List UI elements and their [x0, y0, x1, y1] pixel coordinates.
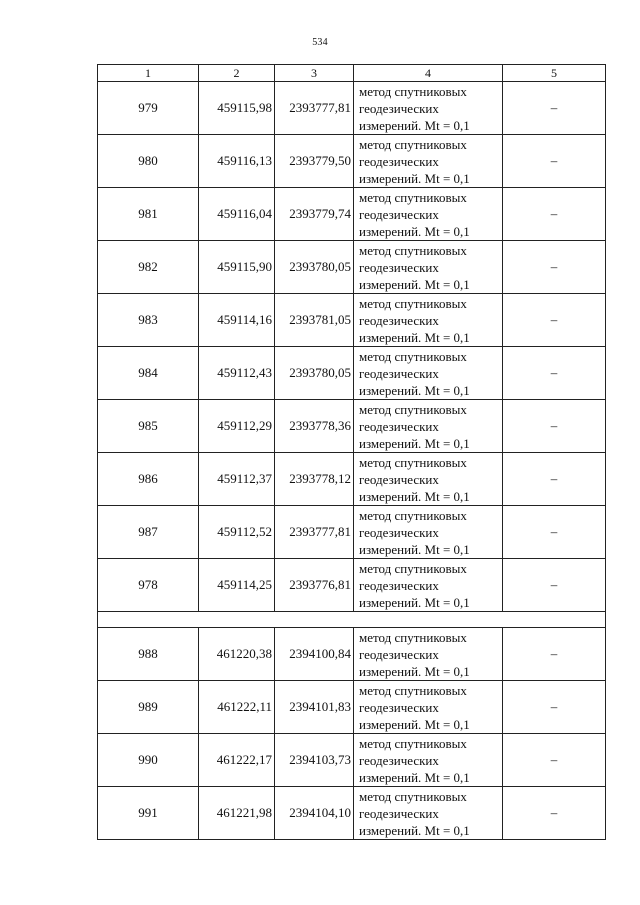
x-coordinate-cell: 461222,11: [199, 681, 275, 734]
point-number-cell: 978: [98, 559, 199, 612]
y-coordinate-cell: 2393780,05: [275, 241, 354, 294]
x-coordinate-cell: 459112,37: [199, 453, 275, 506]
column-header: 4: [354, 65, 503, 82]
method-cell: метод спутниковых геодезических измерений. Mt = 0,1: [354, 188, 503, 241]
note-cell: –: [503, 82, 606, 135]
section-divider-cell: [98, 612, 606, 628]
y-coordinate-cell: 2393776,81: [275, 559, 354, 612]
method-cell: метод спутниковых геодезических измерений. Mt = 0,1: [354, 628, 503, 681]
method-cell: метод спутниковых геодезических измерений. Mt = 0,1: [354, 453, 503, 506]
table-row: [98, 787, 606, 840]
x-coordinate-cell: 459115,98: [199, 82, 275, 135]
table-row: [98, 188, 606, 241]
x-coordinate-cell: 461222,17: [199, 734, 275, 787]
point-number-cell: 986: [98, 453, 199, 506]
note-cell: –: [503, 453, 606, 506]
note-cell: –: [503, 188, 606, 241]
point-number-cell: 989: [98, 681, 199, 734]
x-coordinate-cell: 459114,16: [199, 294, 275, 347]
y-coordinate-cell: 2393778,36: [275, 400, 354, 453]
note-cell: –: [503, 294, 606, 347]
note-cell: –: [503, 347, 606, 400]
y-coordinate-cell: 2393777,81: [275, 506, 354, 559]
note-cell: –: [503, 628, 606, 681]
y-coordinate-cell: 2394101,83: [275, 681, 354, 734]
method-cell: метод спутниковых геодезических измерений. Mt = 0,1: [354, 734, 503, 787]
x-coordinate-cell: 461220,38: [199, 628, 275, 681]
method-cell: метод спутниковых геодезических измерений. Mt = 0,1: [354, 82, 503, 135]
page-number: 534: [312, 37, 328, 48]
point-number-cell: 991: [98, 787, 199, 840]
note-cell: –: [503, 400, 606, 453]
column-header: 1: [98, 65, 199, 82]
point-number-cell: 983: [98, 294, 199, 347]
note-cell: –: [503, 787, 606, 840]
header-row: [98, 65, 606, 82]
y-coordinate-cell: 2393777,81: [275, 82, 354, 135]
y-coordinate-cell: 2394100,84: [275, 628, 354, 681]
table-row: [98, 135, 606, 188]
x-coordinate-cell: 459112,52: [199, 506, 275, 559]
method-cell: метод спутниковых геодезических измерений. Mt = 0,1: [354, 787, 503, 840]
point-number-cell: 979: [98, 82, 199, 135]
point-number-cell: 980: [98, 135, 199, 188]
section-divider-row: [98, 612, 606, 628]
x-coordinate-cell: 459115,90: [199, 241, 275, 294]
method-cell: метод спутниковых геодезических измерений. Mt = 0,1: [354, 294, 503, 347]
table-row: [98, 559, 606, 612]
note-cell: –: [503, 559, 606, 612]
column-header: 3: [275, 65, 354, 82]
y-coordinate-cell: 2393780,05: [275, 347, 354, 400]
y-coordinate-cell: 2393781,05: [275, 294, 354, 347]
column-header: 5: [503, 65, 606, 82]
point-number-cell: 988: [98, 628, 199, 681]
note-cell: –: [503, 241, 606, 294]
point-number-cell: 982: [98, 241, 199, 294]
coordinates-table: [97, 64, 606, 840]
x-coordinate-cell: 459116,04: [199, 188, 275, 241]
table-row: [98, 294, 606, 347]
method-cell: метод спутниковых геодезических измерений. Mt = 0,1: [354, 506, 503, 559]
table-row: [98, 82, 606, 135]
table-row: [98, 734, 606, 787]
y-coordinate-cell: 2394104,10: [275, 787, 354, 840]
table-row: [98, 681, 606, 734]
method-cell: метод спутниковых геодезических измерений. Mt = 0,1: [354, 559, 503, 612]
x-coordinate-cell: 459112,43: [199, 347, 275, 400]
point-number-cell: 984: [98, 347, 199, 400]
point-number-cell: 985: [98, 400, 199, 453]
x-coordinate-cell: 459114,25: [199, 559, 275, 612]
note-cell: –: [503, 506, 606, 559]
table-row: [98, 241, 606, 294]
table-row: [98, 453, 606, 506]
y-coordinate-cell: 2393778,12: [275, 453, 354, 506]
column-header: 2: [199, 65, 275, 82]
method-cell: метод спутниковых геодезических измерений. Mt = 0,1: [354, 135, 503, 188]
point-number-cell: 990: [98, 734, 199, 787]
y-coordinate-cell: 2394103,73: [275, 734, 354, 787]
x-coordinate-cell: 461221,98: [199, 787, 275, 840]
table-row: [98, 506, 606, 559]
table-row: [98, 400, 606, 453]
y-coordinate-cell: 2393779,50: [275, 135, 354, 188]
x-coordinate-cell: 459116,13: [199, 135, 275, 188]
method-cell: метод спутниковых геодезических измерений. Mt = 0,1: [354, 241, 503, 294]
table-row: [98, 347, 606, 400]
method-cell: метод спутниковых геодезических измерений. Mt = 0,1: [354, 400, 503, 453]
y-coordinate-cell: 2393779,74: [275, 188, 354, 241]
point-number-cell: 981: [98, 188, 199, 241]
note-cell: –: [503, 135, 606, 188]
point-number-cell: 987: [98, 506, 199, 559]
method-cell: метод спутниковых геодезических измерений. Mt = 0,1: [354, 347, 503, 400]
note-cell: –: [503, 681, 606, 734]
note-cell: –: [503, 734, 606, 787]
x-coordinate-cell: 459112,29: [199, 400, 275, 453]
table-row: [98, 628, 606, 681]
method-cell: метод спутниковых геодезических измерений. Mt = 0,1: [354, 681, 503, 734]
